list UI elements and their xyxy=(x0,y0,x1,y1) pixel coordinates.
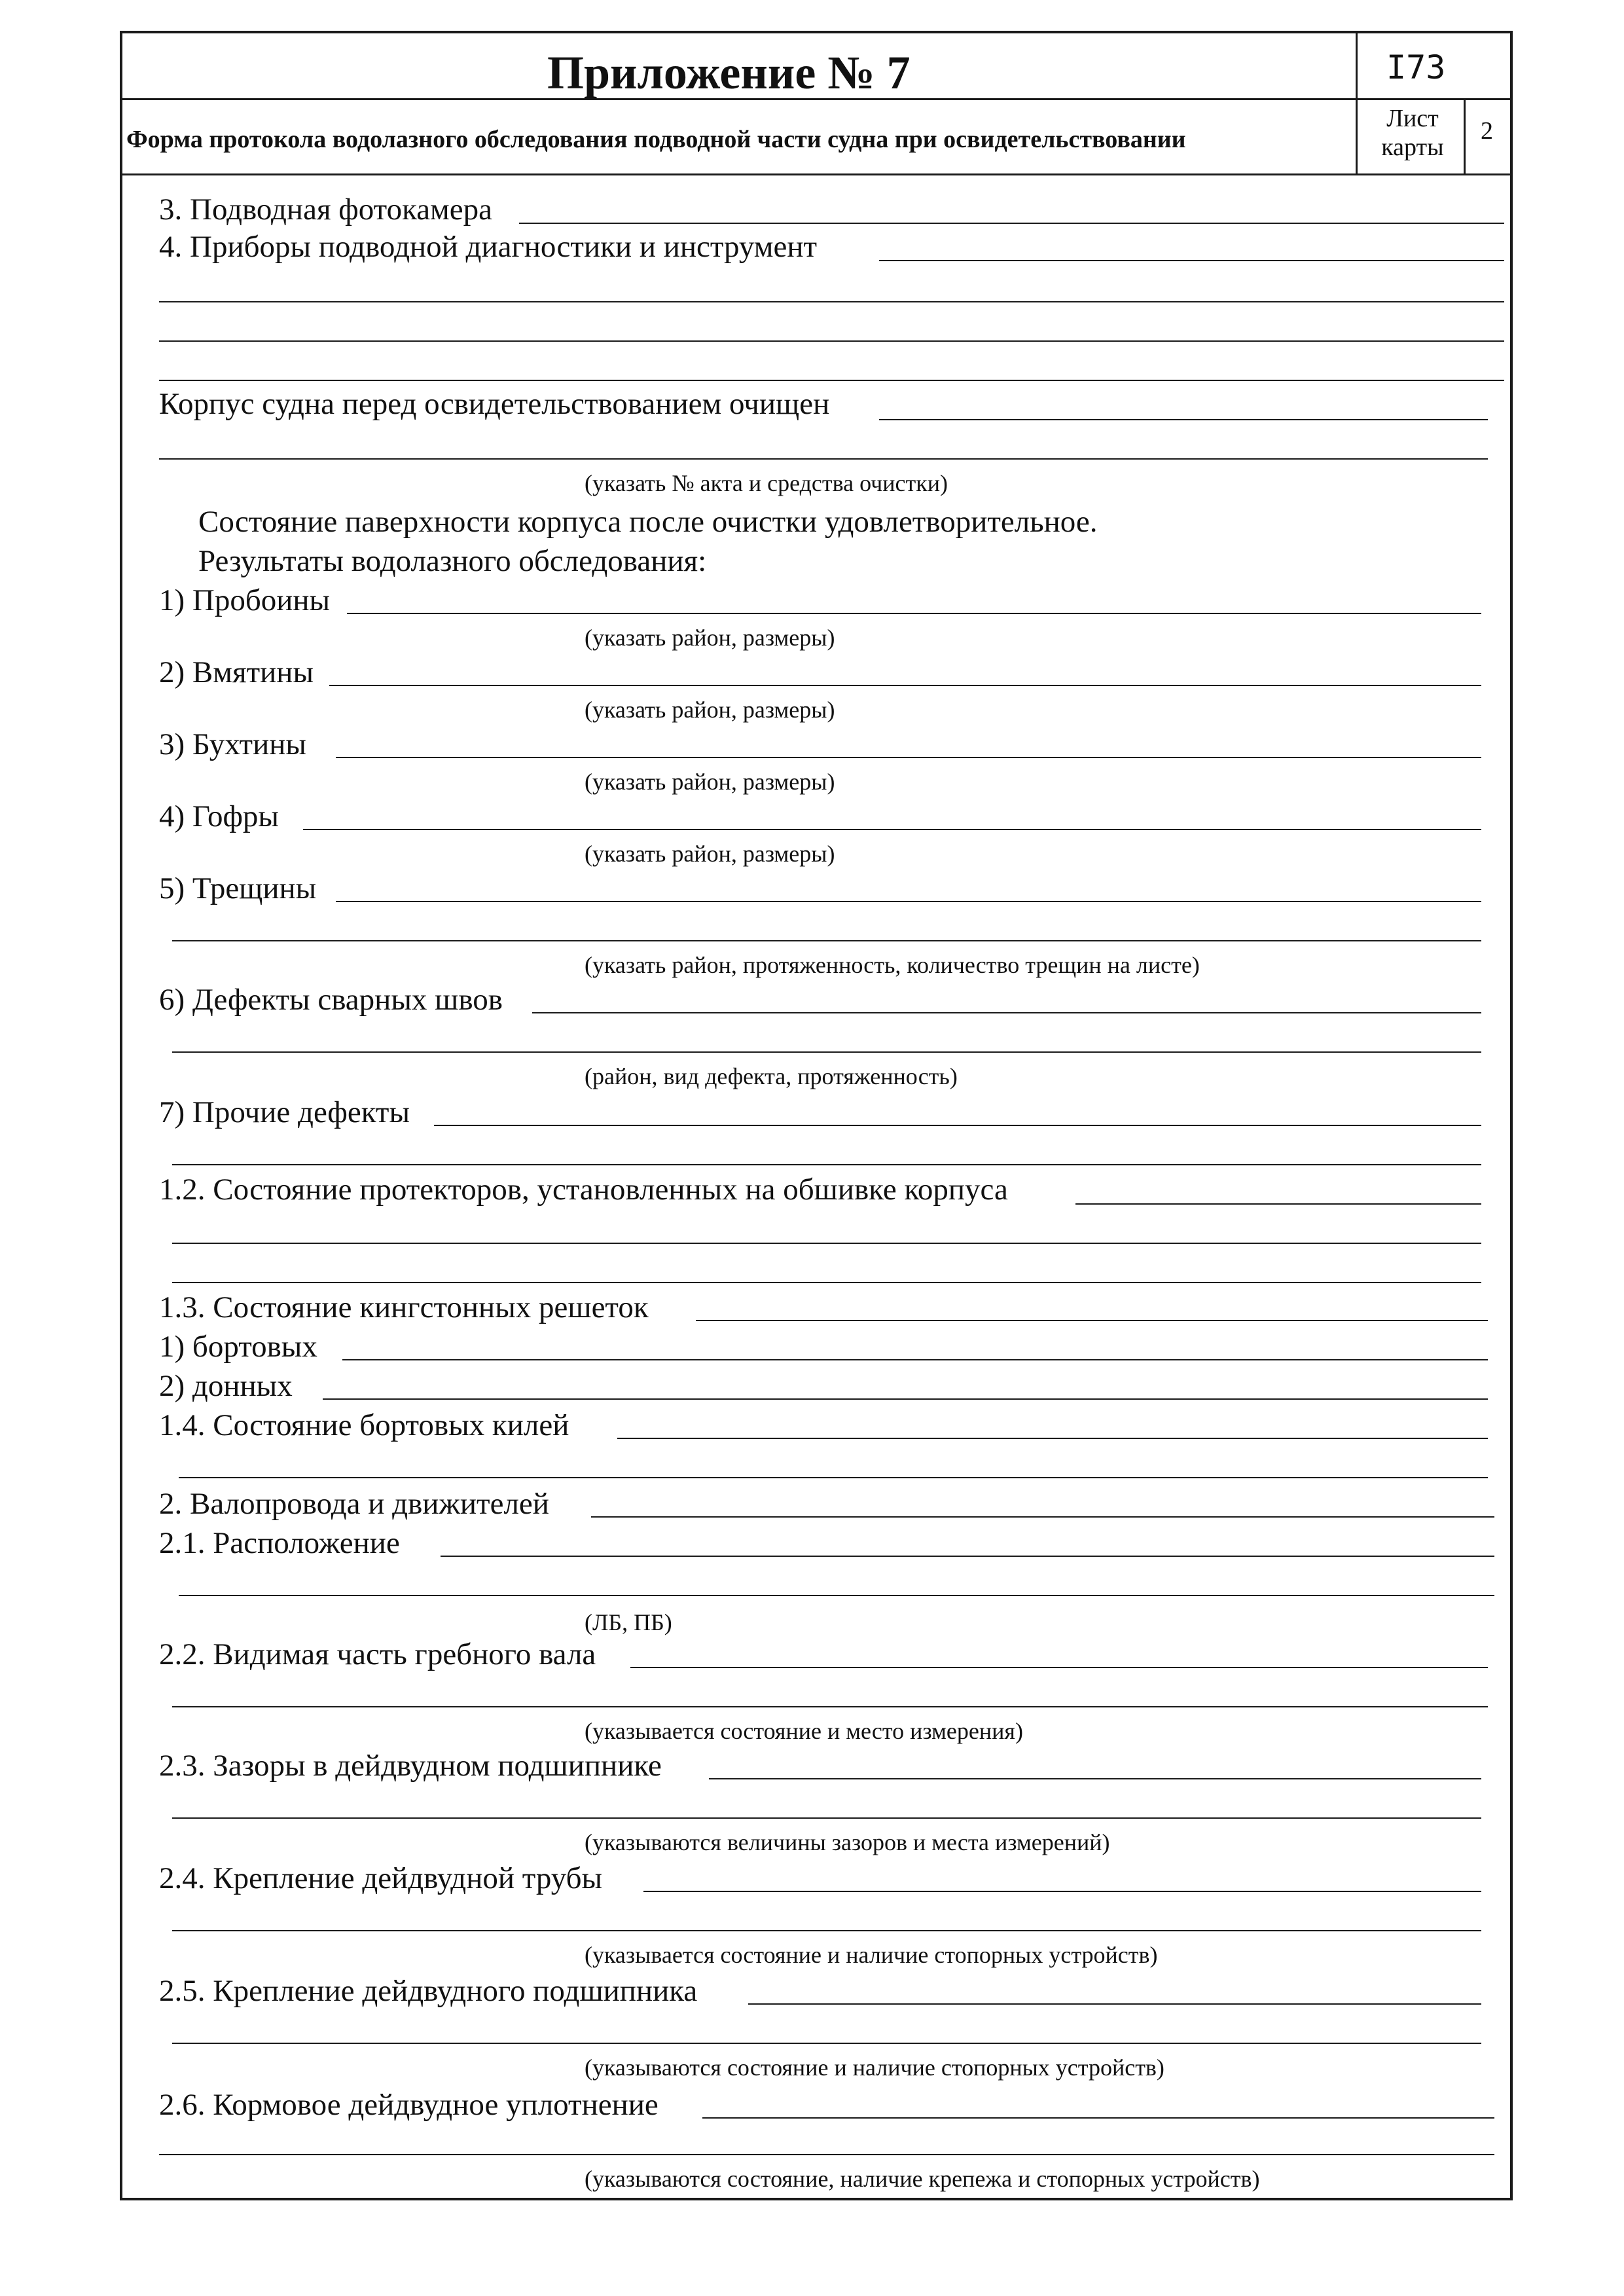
sheet-label: Лист карты xyxy=(1381,105,1444,161)
item-diagnostic-devices: 4. Приборы подводной диагностики и инструмент xyxy=(159,230,818,264)
hint-bulges: (указать район, размеры) xyxy=(585,769,835,795)
protectors-field xyxy=(1075,1203,1481,1205)
hint-stern-tube-mount: (указывается состояние и наличие стопорных устройств) xyxy=(585,1942,1158,1968)
corrugations-field xyxy=(303,829,1481,830)
item-stern-tube-mount: 2.4. Крепление дейдвудной трубы xyxy=(159,1861,603,1895)
diagnostic-devices-field xyxy=(879,260,1504,261)
hint-cracks: (указать район, протяженность, количество трещин на листе) xyxy=(585,952,1200,978)
photo-camera-field xyxy=(519,223,1504,224)
bulges-field xyxy=(336,757,1481,758)
protectors-line-2 xyxy=(172,1243,1481,1244)
other-defects-line-2 xyxy=(172,1164,1481,1165)
sheet-number: 2 xyxy=(1481,117,1493,145)
item-hull-cleaned: Корпус судна перед освидетельствованием очищен xyxy=(159,387,830,421)
dents-field xyxy=(329,685,1481,686)
item-side-grates: 1) бортовых xyxy=(159,1330,317,1364)
stern-seal-line-2 xyxy=(159,2154,1494,2155)
item-weld-defects: 6) Дефекты сварных швов xyxy=(159,983,503,1017)
item-cracks: 5) Трещины xyxy=(159,871,317,905)
form-subtitle: Форма протокола водолазного обследования подводной части судна при освидетельствовании xyxy=(126,126,1186,153)
bearing-clearances-field xyxy=(709,1778,1481,1779)
item-stern-seal: 2.6. Кормовое дейдвудное уплотнение xyxy=(159,2088,659,2122)
location-line-2 xyxy=(179,1595,1494,1596)
item-dents: 2) Вмятины xyxy=(159,655,314,689)
cracks-field xyxy=(336,901,1481,902)
bearing-clearances-line-2 xyxy=(172,1817,1481,1819)
side-grates-field xyxy=(342,1359,1488,1360)
bilge-keels-line-2 xyxy=(179,1477,1488,1478)
cracks-line-2 xyxy=(172,940,1481,941)
diving-results-heading: Результаты водолазного обследования: xyxy=(198,544,707,578)
item-stern-bearing-mount: 2.5. Крепление дейдвудного подшипника xyxy=(159,1974,698,2008)
header-bottom-border xyxy=(120,173,1513,175)
kingston-grates-field xyxy=(696,1320,1488,1321)
item-kingston-grates: 1.3. Состояние кингстонных решеток xyxy=(159,1290,649,1324)
surface-condition-text: Состояние паверхности корпуса после очистки удовлетворительное. xyxy=(198,505,1098,539)
location-field xyxy=(441,1556,1494,1557)
holes-field xyxy=(347,613,1481,614)
header-code-divider xyxy=(1356,31,1358,173)
propeller-shaft-field xyxy=(630,1667,1488,1668)
weld-defects-field xyxy=(532,1012,1481,1013)
hint-propeller-shaft: (указывается состояние и место измерения) xyxy=(585,1718,1023,1744)
item-other-defects: 7) Прочие дефекты xyxy=(159,1095,410,1129)
bilge-keels-field xyxy=(617,1438,1488,1439)
propeller-shaft-line-2 xyxy=(172,1706,1488,1707)
diagnostic-devices-line-3 xyxy=(159,340,1504,342)
stern-bearing-mount-field xyxy=(748,2003,1481,2005)
item-protectors: 1.2. Состояние протекторов, установленных на обшивке корпуса xyxy=(159,1173,1008,1207)
item-bilge-keels: 1.4. Состояние бортовых килей xyxy=(159,1408,569,1442)
shafting-field xyxy=(591,1516,1494,1518)
protectors-line-3 xyxy=(172,1282,1481,1283)
stern-bearing-mount-line-2 xyxy=(172,2043,1481,2044)
hint-cleaning-act: (указать № акта и средства очистки) xyxy=(585,470,948,496)
weld-defects-line-2 xyxy=(172,1051,1481,1053)
item-corrugations: 4) Гофры xyxy=(159,799,279,833)
stern-seal-field xyxy=(702,2117,1494,2119)
hint-bearing-clearances: (указываются величины зазоров и места измерений) xyxy=(585,1829,1110,1855)
stern-tube-mount-field xyxy=(643,1891,1481,1892)
hint-stern-bearing-mount: (указываются состояние и наличие стопорных устройств) xyxy=(585,2054,1164,2081)
stern-tube-mount-line-2 xyxy=(172,1930,1481,1931)
hull-cleaned-line-2 xyxy=(159,458,1488,460)
item-holes: 1) Пробоины xyxy=(159,583,331,617)
page-title: Приложение № 7 xyxy=(547,46,911,99)
hint-stern-seal: (указываются состояние, наличие крепежа и стопорных устройств) xyxy=(585,2166,1260,2192)
bottom-grates-field xyxy=(323,1398,1488,1400)
hint-weld-defects: (район, вид дефекта, протяженность) xyxy=(585,1063,958,1089)
diagnostic-devices-line-4 xyxy=(159,380,1504,381)
hint-location: (ЛБ, ПБ) xyxy=(585,1609,672,1635)
header-sheet-divider xyxy=(1464,98,1466,173)
other-defects-field xyxy=(434,1125,1481,1126)
item-photo-camera: 3. Подводная фотокамера xyxy=(159,192,493,227)
item-bottom-grates: 2) донных xyxy=(159,1369,293,1403)
hull-cleaned-field xyxy=(879,419,1488,420)
item-bulges: 3) Бухтины xyxy=(159,727,306,761)
hint-corrugations: (указать район, размеры) xyxy=(585,841,835,867)
item-bearing-clearances: 2.3. Зазоры в дейдвудном подшипнике xyxy=(159,1749,662,1783)
diagnostic-devices-line-2 xyxy=(159,301,1504,302)
hint-dents: (указать район, размеры) xyxy=(585,697,835,723)
hint-holes: (указать район, размеры) xyxy=(585,625,835,651)
item-shafting: 2. Валопровода и движителей xyxy=(159,1487,549,1521)
item-propeller-shaft: 2.2. Видимая часть гребного вала xyxy=(159,1637,596,1671)
item-location: 2.1. Расположение xyxy=(159,1526,400,1560)
document-code: I73 xyxy=(1386,48,1446,86)
